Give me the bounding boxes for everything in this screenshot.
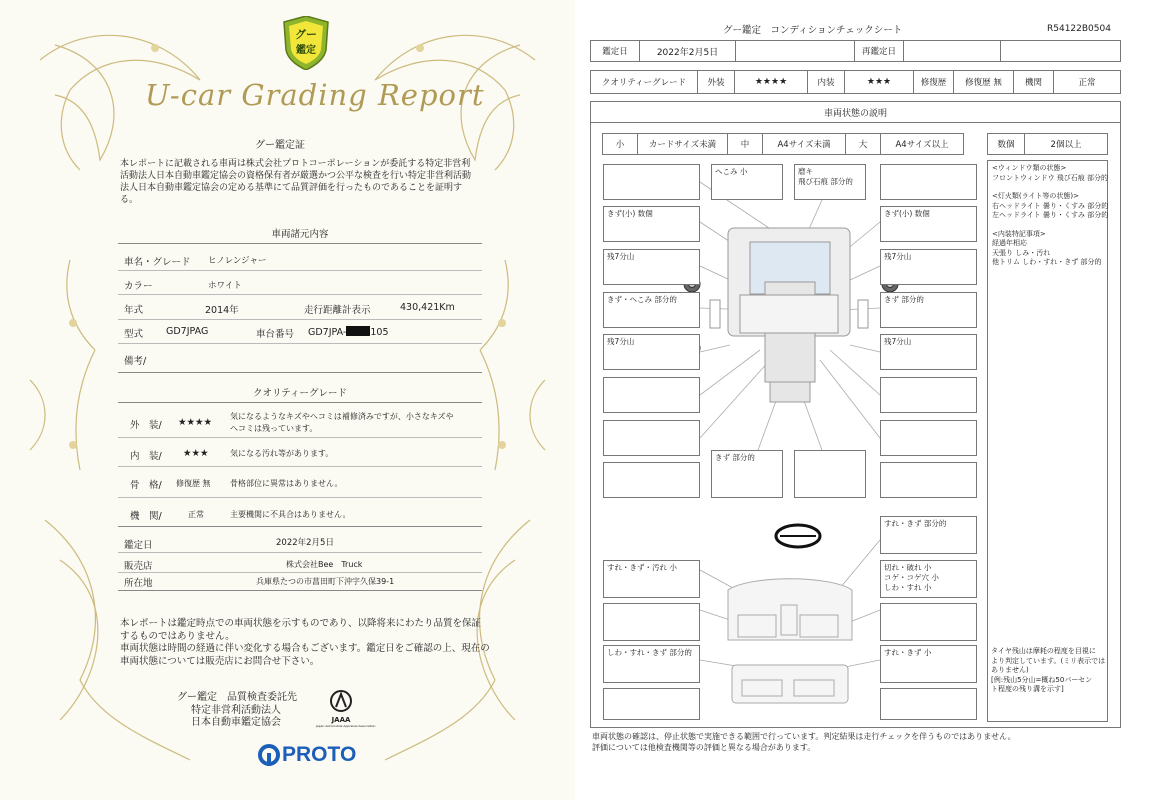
proto-text: PROTO <box>282 743 357 766</box>
tire-note-4: [例:残山5分山=概ね50パーセン <box>991 675 1093 684</box>
chassis-suffix: 105 <box>370 327 389 338</box>
damage-box-right-8 <box>880 462 977 498</box>
int-r1c: しわ・すれ 小 <box>884 583 932 592</box>
legend-small: 小 <box>602 133 638 155</box>
damage-box-left-7 <box>603 420 700 456</box>
exterior-stars: ★★★★ <box>178 417 213 428</box>
remarks-label: 備考/ <box>124 356 147 367</box>
chassis-number <box>308 326 389 338</box>
tire-note-1: タイヤ残山は摩耗の程度を目視に <box>991 647 1096 655</box>
assoc-line-2: 特定非営利活動法人 <box>191 704 281 716</box>
interior-box-left-2 <box>603 603 700 641</box>
chassis-label: 車台番号 <box>256 329 295 340</box>
address-label: 所在地 <box>124 578 153 589</box>
repair-label-cell: 修復歴 <box>913 70 954 94</box>
grade-header: クオリティーグレード <box>252 388 348 399</box>
engine-value: 正常 <box>188 510 204 519</box>
engine-label-cell: 機関 <box>1013 70 1054 94</box>
divider <box>118 270 482 271</box>
interior-box-left-1: すれ・きず・汚れ 小 <box>603 560 700 598</box>
sheet-footer-2: 評価については他検査機関等の評価と異なる場合があります。 <box>592 743 816 752</box>
color-label: カラー <box>124 281 153 292</box>
damage-box-right-1 <box>880 164 977 200</box>
int-stars-cell: ★★★ <box>844 70 914 94</box>
date-value: 2022年2月5日 <box>276 538 334 548</box>
steering-wheel-icon <box>776 525 820 547</box>
note-light-1: 右ヘッドライト 曇り・くすみ 部分的 <box>992 201 1109 210</box>
frame-text: 骨格部位に異常はありません。 <box>230 479 343 488</box>
interior-box-right-4: すれ・きず 小 <box>880 645 977 683</box>
disclaimer-line-1: 本レポートは鑑定時点での車両状態を示すものであり、以降将来にわたり品質を保証するものではありません。 <box>120 618 482 642</box>
damage-box-left-3: 残7分山 <box>603 249 700 285</box>
legend-count-desc: 2個以上 <box>1024 133 1108 155</box>
sheet-id: R54122B0504 <box>1047 24 1111 34</box>
damage-box-front: へこみ 小 <box>711 164 783 200</box>
date-label-cell: 鑑定日 <box>590 40 640 62</box>
jaaa-subtext: Japan Automobile Appraisal Association <box>316 724 376 728</box>
interior-label: 内 装/ <box>130 451 162 462</box>
intro-text: 本レポートに記載される車両は株式会社プロトコーポレーションが委託する特定非営利活動法人日本自動車鑑定協会の資格保有者が厳選かつ公平な検査を行い特定非営利活動法人日本自動車鑑定協会の定める基準にて品質評価を行ったものであることを証明する。 <box>120 159 472 205</box>
note-light-header: <灯火類(ライト等の状態)> <box>992 192 1079 200</box>
front-glass-1: 磨キ <box>798 167 813 176</box>
repair-value-cell: 修復歴 無 <box>953 70 1014 94</box>
frame-value: 修復歴 無 <box>176 479 211 488</box>
chassis-prefix: GD7JPA- <box>308 327 347 338</box>
proto-logo <box>258 740 356 770</box>
exterior-text-1: 気になるようなキズやヘコミは補修済みですが、小さなキズや <box>230 412 454 421</box>
note-int-1: 経過年相応 <box>992 239 1027 247</box>
damage-box-left-1 <box>603 164 700 200</box>
divider <box>118 526 482 527</box>
tire-note-2: より判定しています。(ミリ表示では <box>991 656 1105 665</box>
divider <box>118 243 482 244</box>
damage-box-left-8 <box>603 462 700 498</box>
interior-box-right-1: すれ・きず 部分的 <box>880 516 977 554</box>
divider <box>118 319 482 320</box>
divider <box>118 466 482 467</box>
date-label: 鑑定日 <box>124 540 153 551</box>
divider <box>118 552 482 553</box>
damage-box-left-5: 残7分山 <box>603 334 700 370</box>
color-value: ホワイト <box>208 281 242 291</box>
cabin-interior-view <box>728 579 852 703</box>
exterior-label: 外 装/ <box>130 420 162 431</box>
damage-box-right-5: 残7分山 <box>880 334 977 370</box>
damage-box-right-6 <box>880 377 977 413</box>
note-int-3: 他トリム しわ・すれ・きず 部分的 <box>992 258 1102 266</box>
note-int-header: <内装特記事項> <box>992 229 1046 238</box>
redate-label-cell: 再鑑定日 <box>854 40 904 62</box>
jaaa-text: JAAA <box>331 716 351 724</box>
proto-mark-icon <box>258 744 280 766</box>
engine-value-cell: 正常 <box>1053 70 1121 94</box>
engine-text: 主要機関に不具合はありません。 <box>230 510 351 519</box>
redate-value-cell <box>903 40 1001 62</box>
quality-label-cell: クオリティーグレード <box>590 70 698 94</box>
note-window-1: フロントウィンドウ 飛び石痕 部分的 <box>992 173 1109 182</box>
int-r1a: 切れ・破れ 小 <box>884 563 932 572</box>
dealer-label: 販売店 <box>124 561 153 572</box>
jaaa-logo <box>316 690 376 735</box>
legend-large-desc: A4サイズ以上 <box>880 133 964 155</box>
damage-box-left-6 <box>603 377 700 413</box>
damage-box-rear-left: きず 部分的 <box>711 450 783 498</box>
condition-check-sheet <box>575 0 1149 800</box>
divider <box>118 590 482 591</box>
engine-label: 機 関/ <box>130 511 162 522</box>
truck-top-view <box>710 228 868 402</box>
jaaa-emblem-icon <box>328 690 354 712</box>
tire-note-5: ト程度の残り溝を示す] <box>991 685 1064 693</box>
damage-box-front-glass <box>794 164 866 200</box>
report-title: U-car Grading Report <box>145 78 485 112</box>
ext-label-cell: 外装 <box>697 70 735 94</box>
association-info <box>177 692 297 730</box>
goo-kantei-badge <box>280 16 332 70</box>
redate-blank-cell <box>1000 40 1121 62</box>
legend-mid: 中 <box>727 133 763 155</box>
divider <box>118 572 482 573</box>
interior-box-right-2 <box>880 560 977 598</box>
damage-box-left-4: きず・へこみ 部分的 <box>603 292 700 328</box>
damage-box-right-3: 残7分山 <box>880 249 977 285</box>
front-glass-2: 飛び石痕 部分的 <box>798 177 853 186</box>
address-value: 兵庫県たつの市菖田町下沖字久保39-1 <box>256 577 395 586</box>
tire-note <box>991 647 1105 695</box>
interior-stars: ★★★ <box>183 448 209 459</box>
int-label-cell: 内装 <box>807 70 845 94</box>
disclaimer <box>120 618 490 668</box>
divider <box>118 294 482 295</box>
divider <box>118 437 482 438</box>
tire-note-3: ありません) <box>991 666 1029 674</box>
note-int-2: 天張り しみ・汚れ <box>992 248 1051 257</box>
damage-box-right-4: きず 部分的 <box>880 292 977 328</box>
legend-count: 数個 <box>987 133 1025 155</box>
interior-box-left-3: しわ・すれ・きず 部分的 <box>603 645 700 683</box>
ext-stars-cell: ★★★★ <box>734 70 808 94</box>
date-blank-cell <box>735 40 855 62</box>
sheet-title: グー鑑定 コンディションチェックシート <box>723 25 903 36</box>
sheet-footer-1: 車両状態の確認は、停止状態で実施できる範囲で行っています。判定結果は走行チェックを伴うものではありません。 <box>592 732 1016 741</box>
damage-box-rear-right <box>794 450 866 498</box>
year-value: 2014年 <box>205 305 239 316</box>
divider <box>118 402 482 403</box>
legend-large: 大 <box>845 133 881 155</box>
note-light-2: 左ヘッドライト 曇り・くすみ 部分的 <box>992 211 1109 219</box>
badge-line2: 鑑定 <box>296 45 316 56</box>
damage-box-left-2: きず(小) 数個 <box>603 206 700 242</box>
mileage-value: 430,421Km <box>400 302 455 313</box>
interior-text: 気になる汚れ等があります。 <box>230 449 334 458</box>
assoc-line-1: グー鑑定 品質検査委託先 <box>177 692 297 703</box>
interior-box-right-5 <box>880 688 977 720</box>
dealer-value: 株式会社Bee Truck <box>286 560 363 569</box>
divider <box>118 343 482 344</box>
frame-label: 骨 格/ <box>130 480 162 491</box>
report-subtitle: グー鑑定証 <box>255 140 305 151</box>
divider <box>118 497 482 498</box>
interior-box-right-3 <box>880 603 977 641</box>
model-value: GD7JPAG <box>166 326 209 337</box>
note-window-header: <ウィンドウ類の状態> <box>992 164 1067 172</box>
mileage-label: 走行距離計表示 <box>304 305 371 316</box>
legend-mid-desc: A4サイズ未満 <box>762 133 846 155</box>
damage-box-right-2: きず(小) 数個 <box>880 206 977 242</box>
assoc-line-3: 日本自動車鑑定協会 <box>191 717 281 728</box>
year-label: 年式 <box>124 305 144 316</box>
date-value-cell: 2022年2月5日 <box>639 40 736 62</box>
car-name-value: ヒノレンジャー <box>208 256 267 266</box>
badge-line1: グー <box>295 28 317 41</box>
spec-header: 車両諸元内容 <box>271 229 329 240</box>
legend-small-desc: カードサイズ未満 <box>637 133 728 155</box>
notes-panel <box>987 160 1108 722</box>
disclaimer-line-2: 車両状態は時間の経過に伴い変化する場合もございます。鑑定日をご確認の上、現在の車両状態については販売店にお問合せ下さい。 <box>120 643 490 667</box>
exterior-text-2: ヘコミは残っています。 <box>230 424 318 433</box>
section-title: 車両状態の説明 <box>590 101 1121 123</box>
model-label: 型式 <box>124 329 144 340</box>
redaction-block <box>346 326 370 336</box>
interior-box-left-4 <box>603 688 700 720</box>
divider <box>118 372 482 373</box>
damage-box-right-7 <box>880 420 977 456</box>
car-name-label: 車名・グレード <box>124 257 191 268</box>
int-r1b: コゲ・コゲ穴 小 <box>884 573 939 582</box>
